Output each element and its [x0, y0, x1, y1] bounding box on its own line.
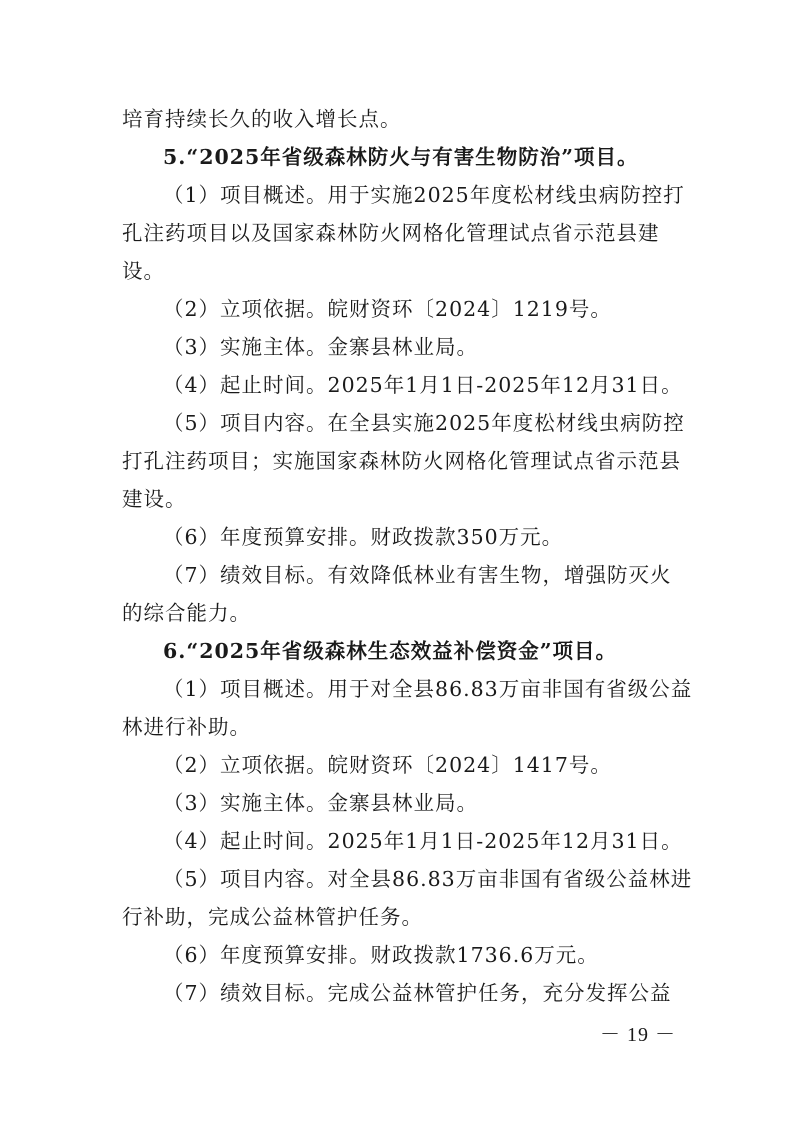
body-line: 孔注药项目以及国家森林防火网格化管理试点省示范县建 [122, 221, 660, 245]
body-line: （4）起止时间。2025年1月1日-2025年12月31日。 [163, 373, 683, 397]
body-line: （7）绩效目标。有效降低林业有害生物，增强防灭火 [163, 563, 672, 587]
section-heading: 6.“2025年省级森林生态效益补偿资金”项目。 [163, 639, 618, 663]
body-line: （3）实施主体。金寨县林业局。 [163, 791, 479, 815]
body-line: （3）实施主体。金寨县林业局。 [163, 335, 479, 359]
body-line: （6）年度预算安排。财政拨款350万元。 [163, 525, 564, 549]
body-line: （5）项目内容。在全县实施2025年度松材线虫病防控 [163, 411, 685, 435]
body-line: 行补助，完成公益林管护任务。 [122, 905, 423, 929]
body-line: 培育持续长久的收入增长点。 [122, 107, 402, 131]
body-line: （6）年度预算安排。财政拨款1736.6万元。 [163, 943, 599, 967]
body-line: 的综合能力。 [122, 601, 251, 625]
body-line: （1）项目概述。用于对全县86.83万亩非国有省级公益 [163, 677, 693, 701]
document-body [122, 100, 693, 1012]
body-line: （2）立项依据。皖财资环〔2024〕1219号。 [163, 297, 612, 321]
body-line: （1）项目概述。用于实施2025年度松材线虫病防控打 [163, 183, 685, 207]
section-heading: 5.“2025年省级森林防火与有害生物防治”项目。 [163, 145, 639, 169]
body-line: （4）起止时间。2025年1月1日-2025年12月31日。 [163, 829, 683, 853]
page-number: － 19 － [600, 1024, 676, 1046]
body-line: 林进行补助。 [122, 715, 251, 739]
body-line: 建设。 [122, 487, 187, 511]
body-line: 设。 [122, 259, 165, 283]
body-line: （7）绩效目标。完成公益林管护任务，充分发挥公益 [163, 981, 672, 1005]
body-line: 打孔注药项目；实施国家森林防火网格化管理试点省示范县 [122, 449, 681, 473]
body-line: （2）立项依据。皖财资环〔2024〕1417号。 [163, 753, 612, 777]
body-line: （5）项目内容。对全县86.83万亩非国有省级公益林进 [163, 867, 693, 891]
